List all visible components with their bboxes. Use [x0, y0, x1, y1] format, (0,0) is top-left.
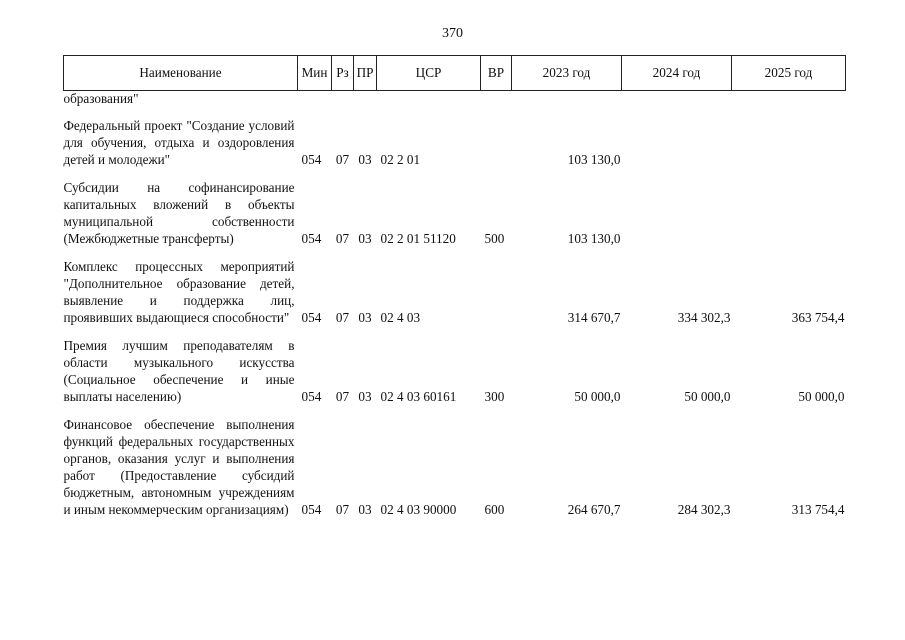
- row-name: Комплекс процессных мероприятий "Дополнительное образование детей, выявление и поддержка лиц, проявивших выдающиеся способности": [63, 259, 295, 325]
- header-vr: ВР: [481, 56, 512, 91]
- row-name: Премия лучшим преподавателям в области музыкального искусства (Социальное обеспечение и иные выплаты населению): [63, 338, 295, 404]
- row-2024: 334 302,3: [677, 310, 731, 325]
- row-vr: 300: [484, 389, 505, 404]
- budget-table: [63, 55, 846, 518]
- row-2025: [732, 117, 846, 168]
- row-pr: 03: [358, 152, 372, 167]
- row-pr: 03: [358, 310, 372, 325]
- row-2024: 284 302,3: [677, 502, 731, 517]
- table-row: [64, 117, 846, 168]
- row-2025: 313 754,4: [791, 502, 845, 517]
- row-name: Финансовое обеспечение выполнения функций федеральных государственных органов, оказания услуг и выполнения работ (Предоставление субсидий бюджетным, автономным учреждениям и иным некоммерческим организациям): [63, 417, 295, 517]
- continuation-text: образования": [63, 91, 139, 106]
- header-2025: 2025 год: [732, 56, 846, 91]
- header-csr: ЦСР: [377, 56, 481, 91]
- table-row: [64, 179, 846, 247]
- table-row: [64, 258, 846, 326]
- row-vr: [481, 117, 512, 168]
- header-2024: 2024 год: [622, 56, 732, 91]
- row-csr: 02 2 01: [380, 152, 421, 167]
- table-header: [64, 56, 846, 91]
- row-2025: [732, 179, 846, 247]
- row-2024: [622, 179, 732, 247]
- table-row: [64, 416, 846, 518]
- row-pr: 03: [358, 389, 372, 404]
- row-name: Федеральный проект "Создание условий для обучения, отдыха и оздоровления детей и молодежи": [63, 118, 295, 167]
- header-min: Мин: [298, 56, 332, 91]
- row-rz: 07: [335, 310, 350, 325]
- row-csr: 02 2 01 51120: [380, 231, 456, 246]
- header-rz: Рз: [332, 56, 354, 91]
- row-2025: 50 000,0: [798, 389, 845, 404]
- header-pr: ПР: [354, 56, 377, 91]
- row-rz: 07: [335, 231, 350, 246]
- row-2023: 103 130,0: [567, 152, 621, 167]
- row-min: 054: [301, 502, 322, 517]
- row-rz: 07: [335, 502, 350, 517]
- row-csr: 02 4 03: [380, 310, 421, 325]
- row-min: 054: [301, 152, 322, 167]
- row-2023: 314 670,7: [567, 310, 621, 325]
- row-2024: 50 000,0: [684, 389, 731, 404]
- row-rz: 07: [335, 389, 350, 404]
- row-csr: 02 4 03 90000: [380, 502, 457, 517]
- row-min: 054: [301, 231, 322, 246]
- row-2025: 363 754,4: [791, 310, 845, 325]
- row-pr: 03: [358, 231, 372, 246]
- row-vr: [481, 258, 512, 326]
- page-number: 370: [442, 26, 463, 41]
- table-body: [64, 91, 846, 519]
- row-name: Субсидии на софинансирование капитальных вложений в объекты муниципальной собственности (Межбюджетные трансферты): [63, 180, 295, 246]
- row-min: 054: [301, 389, 322, 404]
- row-2023: 103 130,0: [567, 231, 621, 246]
- row-2024: [622, 117, 732, 168]
- row-2023: 264 670,7: [567, 502, 621, 517]
- header-name: Наименование: [64, 56, 298, 91]
- row-csr: 02 4 03 60161: [380, 389, 457, 404]
- row-vr: 500: [484, 231, 505, 246]
- table-row: [64, 337, 846, 405]
- row-pr: 03: [358, 502, 372, 517]
- header-2023: 2023 год: [512, 56, 622, 91]
- row-rz: 07: [335, 152, 350, 167]
- row-min: 054: [301, 310, 322, 325]
- row-vr: 600: [484, 502, 505, 517]
- table-row-continuation: [64, 91, 846, 107]
- row-2023: 50 000,0: [574, 389, 621, 404]
